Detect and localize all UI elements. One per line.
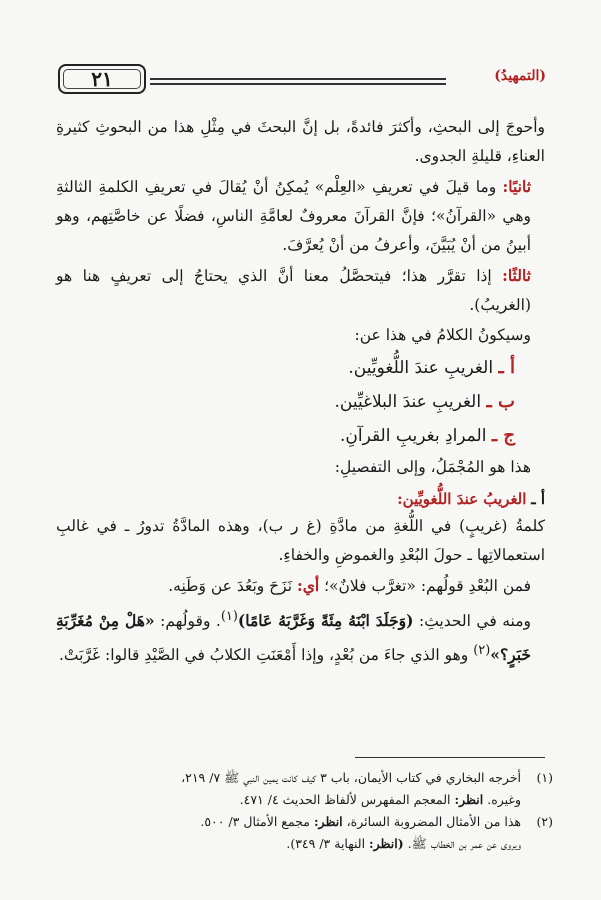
footnote-text: المعجم المفهرس لألفاظ الحديث ٤/ ٤٧١. [239,792,451,807]
list-item-text: المرادِ بغريبِ القرآنِ. [339,426,487,446]
footnote-label: (انظر: [369,836,404,851]
main-text [56,113,545,671]
section-heading [56,486,545,512]
header-rule [150,78,446,80]
paragraph [56,172,545,260]
chapter-title: (التمهيدُ) [494,68,546,84]
paragraph-label: أي: [297,576,320,595]
paragraph-label: ثالثًا: [502,266,531,285]
footnote-label: انظر: [313,814,343,829]
paragraph [56,571,545,601]
footnote [56,811,553,833]
hadith-quote: (وَجَلَدَ ابْنَهُ مِئَةً وَغَرَّبَهُ عَامًا) [237,611,414,631]
list-item-text: الغريبِ عندَ البلاغيِّين. [334,392,482,412]
footnote-number: (١) [536,770,553,785]
list-item-label: ج ـ [491,425,515,446]
footnote-ref: (١) [220,609,238,624]
list-item [56,419,545,453]
paragraph-text: وهو الذي جاءَ من بُعْدٍ، وإذا أَمْعَنَتِ الكلابُ في الصَّيْدِ قالوا: غَرَّبَتْ. [58,646,469,665]
proverb-quote: «هَلْ مِنْ مُغَرِّبَةِ خَبَرٍ؟» [56,611,531,665]
footnote-text: مجمع الأمثال ٣/ ٥٠٠. [200,814,310,829]
footnote [56,767,553,789]
footnote-ref: (٢) [473,643,491,659]
paragraph: هذا هو المُجْمَلُ، وإلى التفصيلِ: [334,458,531,476]
paragraph [56,602,545,670]
footnote-number: (٢) [536,814,553,829]
page-header [58,62,546,102]
footnote-text: أخرجه البخاري في كتاب الأيمان، باب ٣ كيف كانت يمين النبي ﷺ ٧/ ٢١٩، [181,770,521,785]
list-item [56,351,545,385]
paragraph: وسيكونُ الكلامُ في هذا عن: [354,326,531,344]
footnote-divider [355,757,545,758]
footnote-continuation [56,833,553,855]
list-item-text: الغريبِ عندَ اللُّغويِّين. [348,358,494,378]
paragraph [56,261,545,320]
paragraph-text: نَزَحَ وبَعُدَ عن وَطَنِه. [168,577,293,595]
footnote-text: النهاية ٣/ ٣٤٩). [286,836,366,851]
footnote-continuation [56,789,553,811]
footnotes [56,767,553,855]
paragraph: كلمةُ (غريبٍ) في اللُّغةِ من مادَّةِ (غ ر ب)، وهذه المادَّةُ تدورُ ـ في غالبِ استعمالاتِها ـ حولَ البُعْدِ والغموضِ والخفاءِ. [56,517,545,564]
header-rule [150,83,446,85]
footnote-label: انظر: [454,792,484,807]
paragraph-text: فمن البُعْدِ قولُهم: «تغرَّب فلانٌ»؛ [324,577,531,595]
footnote-text [56,811,521,833]
list-item [56,385,545,419]
paragraph-label: ثانيًا: [502,177,532,196]
footnote-text: هذا من الأمثال المضروبة السائرة، [346,814,521,829]
list-item-label: أ ـ [498,357,515,378]
list-item-label: ب ـ [486,391,515,412]
page-number: ٢١ [91,67,113,91]
section-title: الغريبُ عندَ اللُّغويِّين: [397,490,527,508]
footnote-text: وغيره. [487,792,521,807]
footnote-text: ويروى عن عمر بن الخطاب ﷺ. [407,836,521,851]
paragraph-text: ومنه في الحديثِ: [418,612,532,631]
paragraph-text: وما قيلَ في تعريفِ «العِلْم» يُمكِنُ أنْ يُقالَ في تعريفِ الكلمةِ الثالثةِ وهي «القرآنُ»؛ فإنَّ القرآنَ معروفٌ لعامَّةِ الناسِ، فضلًا عن خاصَّتِهم، وهو أبينُ من أنْ يُبَيَّنَ، وأعرفُ من أنْ يُعرَّفَ. [56,178,531,254]
section-label: أ ـ [531,490,545,508]
paragraph-text: إذا تقرَّر هذا؛ فيتحصَّلُ معنا أنَّ الذي يحتاجُ إلى تعريفٍ هنا هو (الغريبُ). [56,267,531,314]
paragraph: وأحوجَ إلى البحثِ، وأكثرَ فائدةً، بل إنَّ البحثَ في مِثْلِ هذا من البحوثِ كثيرةِ العناءِ، قليلةِ الجدوى. [56,118,545,165]
page-number-frame [58,64,146,94]
paragraph-text: . وقولُهم: [160,612,221,631]
